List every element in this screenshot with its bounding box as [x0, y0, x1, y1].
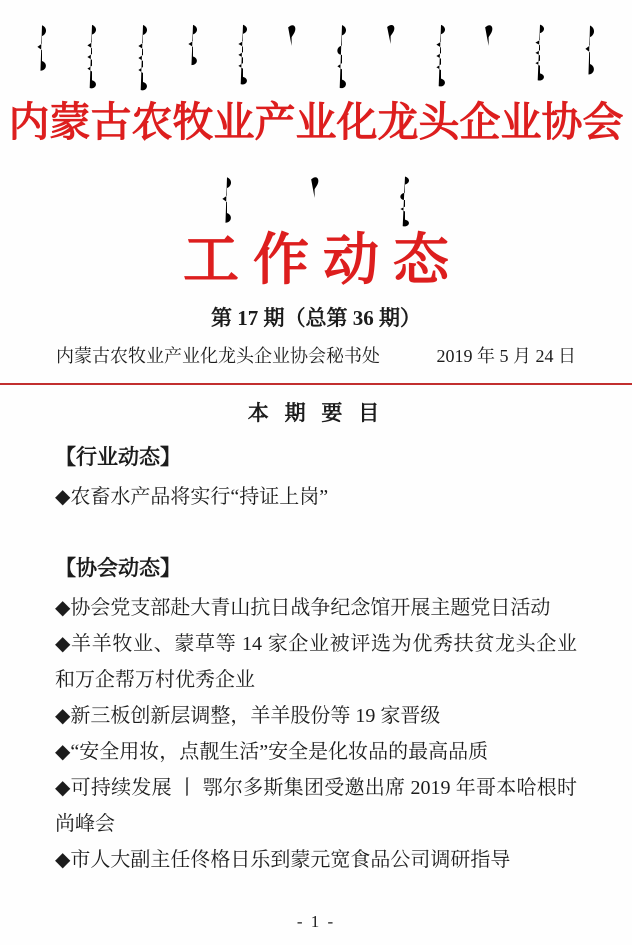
mongolian-script-mid-row	[0, 174, 632, 232]
mongolian-word-icon	[332, 22, 352, 94]
mongolian-word-icon	[307, 174, 325, 200]
issue-date: 2019 年 5 月 24 日	[436, 346, 576, 366]
toc-item: ◆市人大副主任佟格日乐到蒙元宽食品公司调研指导	[55, 849, 511, 871]
page-number: - 1 -	[296, 912, 336, 931]
issuer-name: 内蒙古农牧业产业化龙头企业协会秘书处	[56, 346, 380, 366]
section-label-association: 【协会动态】	[55, 557, 181, 580]
issue-number: 第 17 期（总第 36 期）	[211, 306, 421, 330]
mongolian-word-icon	[284, 22, 302, 48]
mongolian-word-icon	[580, 22, 600, 78]
toc-item: ◆羊羊牧业、蒙草等 14 家企业被评选为优秀扶贫龙头企业和万企帮万村优秀企业	[55, 633, 577, 691]
mongolian-word-icon	[133, 22, 153, 92]
organization-title: 内蒙古农牧业产业化龙头企业协会	[8, 99, 624, 145]
toc-item: ◆“安全用妆，点靓生活”安全是化妆品的最高品质	[55, 741, 489, 763]
toc-heading: 本 期 要 目	[247, 402, 385, 425]
toc-item: ◆可持续发展 丨 鄂尔多斯集团受邀出席 2019 年哥本哈根时尚峰会	[55, 777, 577, 835]
mongolian-word-icon	[183, 22, 203, 68]
mongolian-script-top-row	[32, 22, 600, 96]
mongolian-word-icon	[431, 22, 451, 88]
toc-item: ◆协会党支部赴大青山抗日战争纪念馆开展主题党日活动	[55, 597, 551, 619]
mongolian-word-icon	[481, 22, 499, 48]
mongolian-word-icon	[233, 22, 253, 86]
mongolian-word-icon	[383, 22, 401, 46]
toc-item: ◆农畜水产品将实行“持证上岗”	[55, 486, 329, 508]
mongolian-word-icon	[217, 174, 237, 226]
bulletin-title: 工作动态	[183, 230, 463, 292]
mongolian-word-icon	[395, 174, 415, 231]
red-divider-line	[0, 383, 632, 385]
mongolian-word-icon	[82, 22, 102, 90]
issue-meta-row	[0, 344, 632, 368]
toc-item: ◆新三板创新层调整，羊羊股份等 19 家晋级	[55, 705, 441, 727]
mongolian-word-icon	[530, 22, 550, 82]
table-of-contents	[0, 401, 632, 878]
mongolian-word-icon	[32, 22, 52, 74]
section-label-industry: 【行业动态】	[55, 446, 181, 469]
